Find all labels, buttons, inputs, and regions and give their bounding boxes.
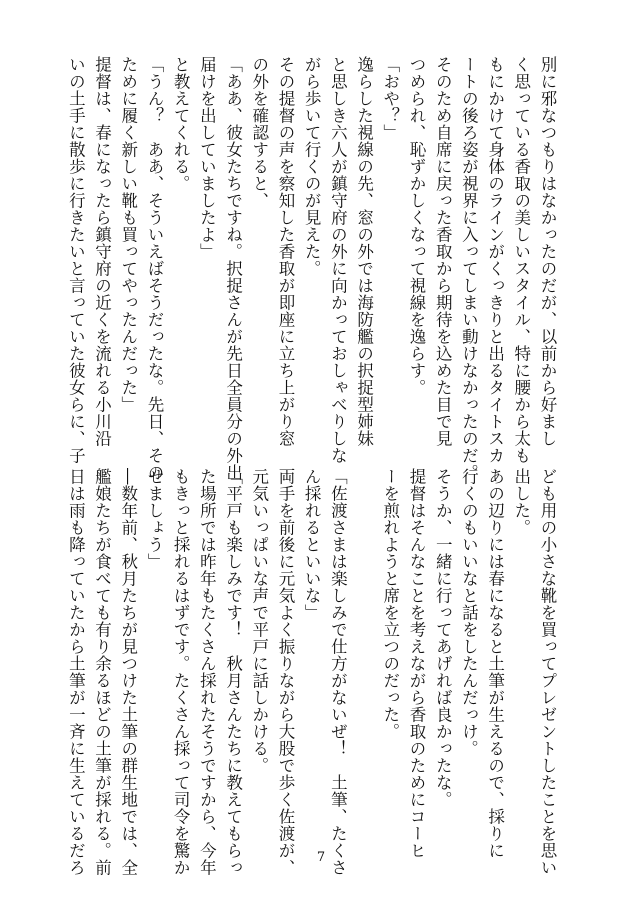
text-line: 元気いっぱいな声で平戸に話しかける。 <box>249 468 269 774</box>
page-number: 7 <box>316 850 326 865</box>
text-line: 「うん？ ああ、そういえばそうだったな。先日、その <box>144 56 164 481</box>
text-line: つめられ、恥ずかしくなって視線を逸らす。 <box>406 56 426 396</box>
text-line: 「おや？」 <box>380 56 400 141</box>
text-line: そのため自席に戻った香取から期待を込めた目で見 <box>433 56 453 447</box>
text-line: ーを煎れようと席を立つのだった。 <box>380 468 400 740</box>
text-line <box>350 468 376 840</box>
text-line: ども用の小さな靴を買ってプレゼントしたことを思い <box>538 468 557 876</box>
text-line: あの辺りには春になると土筆が生えるので、採りに <box>485 468 505 859</box>
text-line: ん採れるといいな」 <box>302 468 322 621</box>
text-line: がら歩いて行くのが見えた。 <box>302 56 322 277</box>
text-block-bottom <box>66 468 560 876</box>
text-line: く思っている香取の美しいスタイル、特に腰から太も <box>511 56 531 464</box>
text-line: の外を確認すると、 <box>249 56 269 209</box>
text-line: 別に邪なつもりはなかったのだが、以前から好まし <box>538 56 557 447</box>
text-block-top <box>66 56 560 481</box>
text-line: 「ああ、彼女たちですね。択捉さんが先日全員分の外出 <box>223 56 243 481</box>
text-line: 「佐渡さまは楽しみで仕方がないぜ！ 土筆、たくさ <box>328 468 348 876</box>
text-line: ートの後ろ姿が視界に入ってしまい動けなかったのだ。 <box>459 56 479 481</box>
text-line: 出した。 <box>511 468 531 536</box>
text-line: 提督は、春になったら鎮守府の近くを流れる小川沿 <box>92 56 112 447</box>
text-line: 届けを出していましたよ」 <box>197 56 217 260</box>
text-line: もきっと採れるはずです。たくさん採って司令を驚か <box>171 468 191 876</box>
text-line: ―数年前、秋月たちが見つけた土筆の群生地では、全 <box>118 468 138 876</box>
text-line: 行くのもいいなと話をしたんだっけ。 <box>459 468 479 757</box>
text-line: た場所では昨年もたくさん採れたそうですから、今年 <box>197 468 217 876</box>
text-line: 「平戸も楽しみです！ 秋月さんたちに教えてもらっ <box>223 468 243 876</box>
text-line: 逸らした視線の先、窓の外では海防艦の択捉型姉妹 <box>354 56 374 447</box>
text-line: と教えてくれる。 <box>171 56 191 192</box>
text-line: 艦娘たちが食べても有り余るほどの土筆が採れる。前 <box>92 468 112 876</box>
text-line: と思しき六人が鎮守府の外に向かっておしゃべりしな <box>328 56 348 464</box>
text-line: ために履く新しい靴も買ってやったんだった」 <box>118 56 138 413</box>
text-line: いの土手に散歩に行きたいと言っていた彼女らに、子 <box>66 56 86 464</box>
text-line: その提督の声を察知した香取が即座に立ち上がり窓 <box>275 56 295 447</box>
text-line: そうか、一緒に行ってあげれば良かったな。 <box>433 468 453 808</box>
text-line: もにかけて身体のラインがくっきりと出るタイトスカ <box>485 56 505 464</box>
text-line: 両手を前後に元気よく振りながら大股で歩く佐渡が、 <box>275 468 295 876</box>
text-line: せましょう」 <box>144 468 164 570</box>
text-line: 日は雨も降っていたから土筆が一斉に生えているだろ <box>66 468 86 876</box>
text-line: 提督はそんなことを考えながら香取のためにコーヒ <box>406 468 426 859</box>
